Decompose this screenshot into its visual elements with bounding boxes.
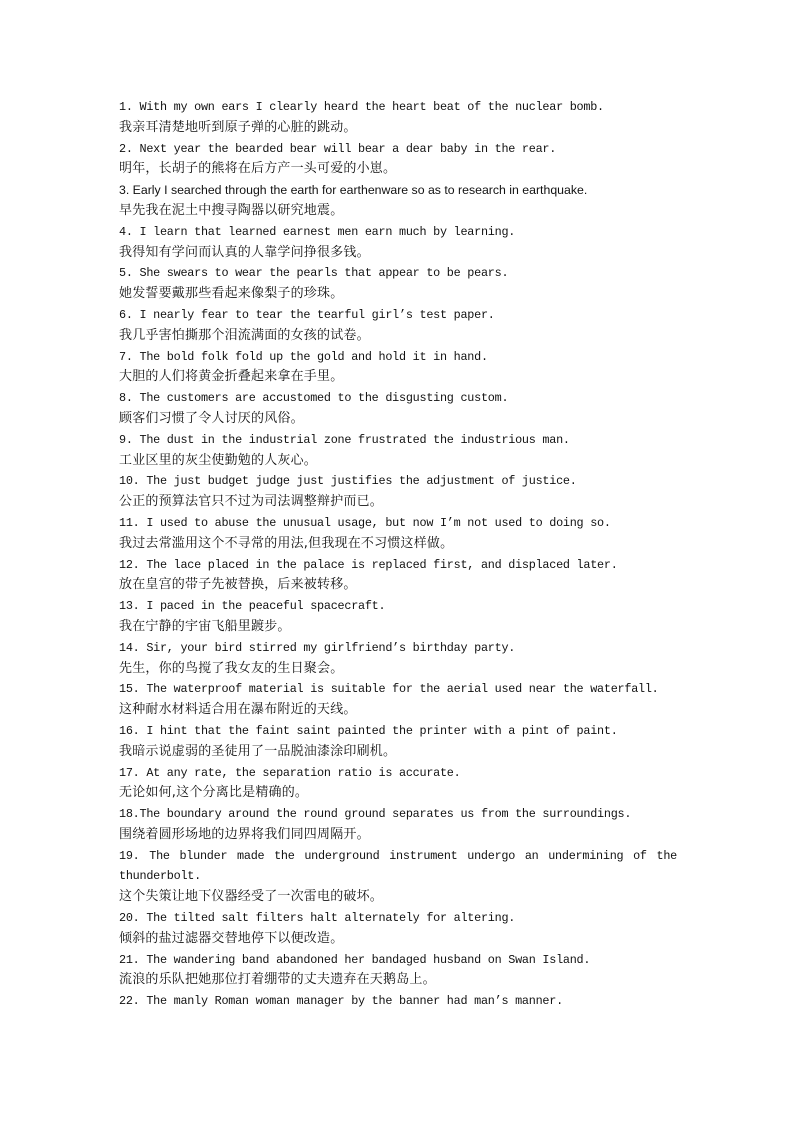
sentence-en-13: 13. I paced in the peaceful spacecraft. xyxy=(119,599,386,614)
sentence-en-22: 22. The manly Roman woman manager by the banner had man’s manner. xyxy=(119,994,563,1009)
sentence-zh-3: 早先我在泥土中搜寻陶器以研究地震。 xyxy=(119,202,344,218)
sentence-en-19-continued: thunderbolt. xyxy=(119,869,201,884)
sentence-zh-1: 我亲耳清楚地听到原子弹的心脏的跳动。 xyxy=(119,119,357,135)
sentence-en-20: 20. The tilted salt filters halt alternately for altering. xyxy=(119,911,516,926)
sentence-en-6: 6. I nearly fear to tear the tearful girl’s test paper. xyxy=(119,307,495,322)
sentence-en-9: 9. The dust in the industrial zone frustrated the industrious man. xyxy=(119,432,570,447)
sentence-en-19: 19. The blunder made the underground instrument undergo an undermining of the xyxy=(119,848,677,863)
sentence-en-21: 21. The wandering band abandoned her bandaged husband on Swan Island. xyxy=(119,952,591,967)
sentence-en-4: 4. I learn that learned earnest men earn much by learning. xyxy=(119,224,516,239)
sentence-zh-18: 围绕着圆形场地的边界将我们同四周隔开。 xyxy=(119,826,370,842)
sentence-zh-11: 我过去常滥用这个不寻常的用法,但我现在不习惯这样做。 xyxy=(119,535,454,551)
sentence-en-10: 10. The just budget judge just justifies the adjustment of justice. xyxy=(119,474,577,489)
sentence-zh-4: 我得知有学问而认真的人靠学问挣很多钱。 xyxy=(119,244,370,260)
sentence-zh-13: 我在宁静的宇宙飞船里踱步。 xyxy=(119,618,291,634)
sentence-zh-21: 流浪的乐队把她那位打着绷带的丈夫遗弃在天鹅岛上。 xyxy=(119,972,436,988)
sentence-zh-12: 放在皇宫的带子先被替换，后来被转移。 xyxy=(119,577,357,593)
sentence-zh-5: 她发誓要戴那些看起来像梨子的珍珠。 xyxy=(119,286,344,302)
sentence-en-2: 2. Next year the bearded bear will bear a dear baby in the rear. xyxy=(119,141,557,156)
sentence-en-12: 12. The lace placed in the palace is replaced first, and displaced later. xyxy=(119,557,618,572)
sentence-zh-9: 工业区里的灰尘使勤勉的人灰心。 xyxy=(119,452,318,468)
sentence-en-17: 17. At any rate, the separation ratio is accurate. xyxy=(119,765,461,780)
sentence-list xyxy=(119,97,677,1012)
sentence-en-15: 15. The waterproof material is suitable for the aerial used near the waterfall. xyxy=(119,682,659,697)
sentence-en-14: 14. Sir, your bird stirred my girlfriend’s birthday party. xyxy=(119,640,516,655)
sentence-en-7: 7. The bold folk fold up the gold and hold it in hand. xyxy=(119,349,488,364)
sentence-zh-15: 这种耐水材料适合用在瀑布附近的天线。 xyxy=(119,702,357,718)
sentence-zh-7: 大胆的人们将黄金折叠起来拿在手里。 xyxy=(119,369,344,385)
sentence-en-16: 16. I hint that the faint saint painted the printer with a pint of paint. xyxy=(119,723,618,738)
sentence-en-1: 1. With my own ears I clearly heard the heart beat of the nuclear bomb. xyxy=(119,100,604,114)
sentence-zh-20: 倾斜的盐过滤器交替地停下以便改造。 xyxy=(119,930,344,946)
sentence-zh-8: 顾客们习惯了令人讨厌的风俗。 xyxy=(119,410,304,426)
sentence-zh-19: 这个失策让地下仪器经受了一次雷电的破坏。 xyxy=(119,889,384,905)
sentence-en-8: 8. The customers are accustomed to the disgusting custom. xyxy=(119,391,509,406)
sentence-en-18: 18.The boundary around the round ground separates us from the surroundings. xyxy=(119,807,632,822)
sentence-zh-16: 我暗示说虚弱的圣徒用了一品脱油漆涂印刷机。 xyxy=(119,743,397,759)
sentence-zh-14: 先生，你的鸟搅了我女友的生日聚会。 xyxy=(119,660,344,676)
sentence-zh-6: 我几乎害怕撕那个泪流满面的女孩的试卷。 xyxy=(119,327,370,343)
sentence-en-11: 11. I used to abuse the unusual usage, but now I’m not used to doing so. xyxy=(119,515,611,530)
sentence-en-5: 5. She swears to wear the pearls that appear to be pears. xyxy=(119,266,509,281)
sentence-zh-17: 无论如何,这个分离比是精确的。 xyxy=(119,785,309,801)
sentence-en-3: 3. Early I searched through the earth for earthenware so as to research in earthquake. xyxy=(119,183,588,198)
sentence-zh-2: 明年，长胡子的熊将在后方产一头可爱的小崽。 xyxy=(119,161,397,177)
sentence-zh-10: 公正的预算法官只不过为司法调整辩护而已。 xyxy=(119,494,384,510)
